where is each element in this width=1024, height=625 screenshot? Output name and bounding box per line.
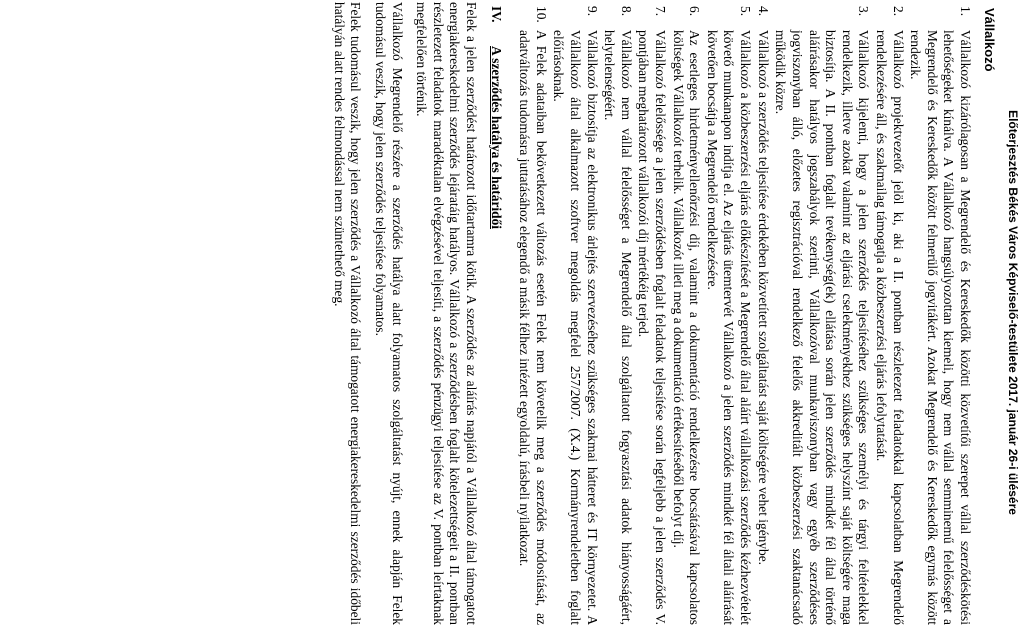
item-text: Vállalkozó projektvezetőt jelöl ki, aki a II. pontban részletezett feladatokkal kapcsolatban Megrendelő rendelkezésére áll, és szakmailag támogatja a közbeszerzési eljárás lefolytatását. xyxy=(873,30,906,625)
item-number: 10. xyxy=(533,6,549,23)
paragraph: Felek tudomásul veszik, hogy jelen szerződés a Vállalkozó által támogatott energiakereskedelmi szerződés időbeli hatályán alatt rendes felmondással nem szüntethető meg. xyxy=(331,2,364,625)
item-text: Vállalkozó kijelenti, hogy a jelen szerződés teljesítéséhez szükséges személyi és tárgyi feltételekkel rendelkezik, illetve azokat valamint az eljárási cselekményekhez szükséges helyszínt saját költségére maga biztosítja. A II. pontban foglalt tevékenység(ek) ellátása során jelen szerződés mindkét fél által történő aláírásakor hatályos jogszabályok szerinti, Vállalkozóval munkaviszonyban vagy egyéb szerződéses jogviszonyban álló, előzetes regisztrációval rendelkező felelős akkreditált közbeszerzési szaktanácsadó működik közre. xyxy=(773,30,872,625)
list-item xyxy=(754,0,771,625)
item-number: 6. xyxy=(687,6,703,17)
item-number: 2. xyxy=(890,6,906,17)
list-item xyxy=(601,0,634,625)
item-number: 9. xyxy=(584,6,600,17)
item-number: 8. xyxy=(618,6,634,17)
list-item xyxy=(772,0,872,625)
item-text: Vállalkozó nem vállal felelősséget a Megrendelő által szolgáltatott fogyasztási adatok hiányosságáért, helytelenségéért. xyxy=(602,30,634,625)
item-text: Vállalkozó kizárólagosan a Megrendelő és Kereskedők közötti közvetítői szerepet vállal szerződéskötési lehetőségeket kínálva. A Vállalkozó hangsúlyozottan kiemeli, hogy nem vállal semminemű felelősséget a Megrendelő és Kereskedők között felmerülő jogvitákért. Azokat Megrendelő és Kereskedők egymás között rendezik. xyxy=(908,30,974,625)
list-item xyxy=(872,0,905,625)
paragraph: Vállalkozó Megrendelő részére a szerződés hatálya alatt folyamatos szolgáltatást nyújt, ennek alapján Felek tudomásul veszik, hogy jelen szerződés teljesítése folyamatos. xyxy=(372,2,405,625)
item-number: 4. xyxy=(755,6,771,17)
paragraph: Felek a jelen szerződést határozott időtartamra kötik. A szerződés az aláírás napjától a Vállalkozó által támogatott energiakereskedelmi szerződés lejáratáig hatályos. Vállalkozó a szerződésben foglalt kötelezettségeit a II. pontban részletezett feladatok maradéktalan elvégzésével teljesíti, a szerződés pénzügyi teljesítése az V. pontban leírtaknak megfelelően történik. xyxy=(414,2,479,625)
list-item xyxy=(703,0,753,625)
list-item xyxy=(669,0,702,625)
item-text: Vállalkozó felelőssége a jelen szerződésben foglalt feladatok teljesítése során legfeljebb a jelen szerződés V. pontjában meghatározott vállalkozói díj mértékéig terjed. xyxy=(636,30,669,625)
section-number: IV. xyxy=(488,6,504,23)
list-item xyxy=(550,0,600,625)
item-number: 3. xyxy=(856,6,872,17)
item-text: A Felek adataiban bekövetkezett változás esetén Felek nem követelik meg a szerződés módosítását, az adatváltozás tudomásra juttatásához elegendő a másik félhez intézett egyoldalú, írásbeli nyilatkozat. xyxy=(517,30,549,625)
item-number: 5. xyxy=(738,6,754,17)
item-text: Vállalkozó a szerződés teljesítése érdekében közvetített szolgáltatást saját költségére vehet igénybe. xyxy=(755,30,771,566)
item-text: Vállalkozó biztosítja az elektronikus árlejtés szervezéséhez szükséges szakmai hátteret és IT környezetet. A Vállalkozó által alkalmazott szoftver megoldás megfelel 257/2007. (X.4.) Kormányrendeletben foglalt előírásoknak. xyxy=(551,30,600,625)
document-header: Előterjesztés Békés Város Képviselő-testülete 2017. január 26-i ülésére xyxy=(1006,110,1020,515)
item-number: 7. xyxy=(653,6,669,17)
item-text: Vállalkozó a közbeszerzési eljárás előkészítését a Megrendelő által aláírt vállalkozási szerződés kézhezvételét követő munkanapon indítja el. Az eljárás ütemtervét Vállalkozó a jelen szerződés mindkét fél általi aláírását követően bocsátja a Megrendelő rendelkezésére. xyxy=(704,30,754,625)
list-item xyxy=(635,0,668,625)
item-number: 1. xyxy=(958,6,974,17)
section-heading xyxy=(487,0,504,625)
party-heading: Vállalkozó xyxy=(982,8,998,72)
item-text: Az esetleges hirdetményellenőrzési díj, valamint a dokumentáció rendelkezésre bocsátásával kapcsolatos költségek Vállalkozót terhelik. Vállalkozót illeti meg a dokumentáció értékesítéséből befolyt díj. xyxy=(670,30,703,625)
obligation-list xyxy=(516,0,973,625)
section-title: A szerződés hatálya és határidői xyxy=(488,46,504,229)
list-item xyxy=(907,0,973,625)
list-item xyxy=(516,0,549,625)
